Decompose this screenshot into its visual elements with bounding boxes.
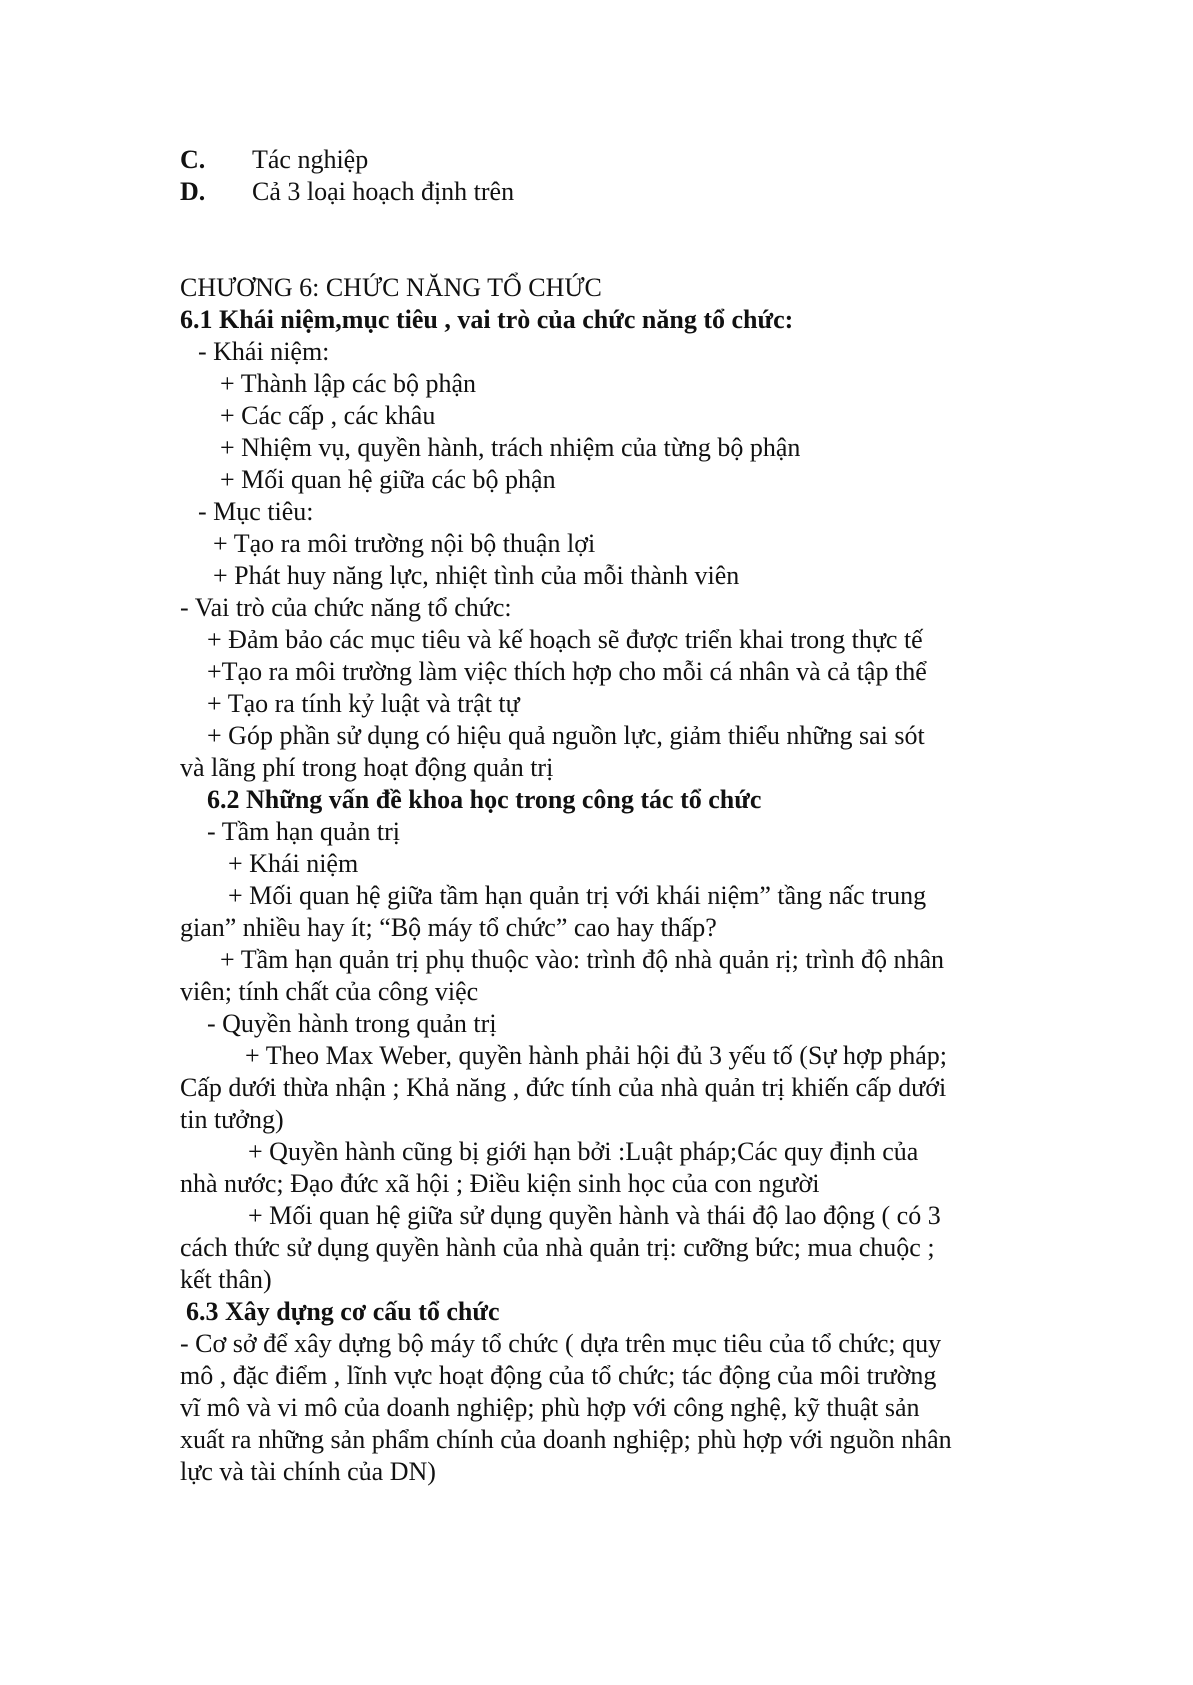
text-line: + Tạo ra môi trường nội bộ thuận lợi bbox=[213, 529, 596, 558]
section-heading-6-2: 6.2 Những vấn đề khoa học trong công tác tổ chức bbox=[207, 785, 762, 814]
text-line: - Mục tiêu: bbox=[198, 497, 314, 526]
text-line: + Các cấp , các khâu bbox=[220, 401, 436, 430]
text-line: xuất ra những sản phẩm chính của doanh nghiệp; phù hợp với nguồn nhân bbox=[180, 1425, 952, 1454]
text-line: +Tạo ra môi trường làm việc thích hợp cho mỗi cá nhân và cả tập thể bbox=[207, 657, 927, 686]
text-line: kết thân) bbox=[180, 1265, 272, 1294]
text-line: cách thức sử dụng quyền hành của nhà quản trị: cưỡng bức; mua chuộc ; bbox=[180, 1233, 935, 1262]
text-line: + Thành lập các bộ phận bbox=[220, 369, 477, 398]
text-line: + Phát huy năng lực, nhiệt tình của mỗi thành viên bbox=[213, 561, 740, 590]
option-letter: C. bbox=[180, 145, 206, 174]
text-line: gian” nhiều hay ít; “Bộ máy tổ chức” cao hay thấp? bbox=[180, 913, 717, 942]
text-line: - Vai trò của chức năng tổ chức: bbox=[180, 593, 512, 622]
text-line: mô , đặc điểm , lĩnh vực hoạt động của tổ chức; tác động của môi trường bbox=[180, 1361, 937, 1390]
option-c bbox=[180, 144, 368, 176]
option-text: Tác nghiệp bbox=[252, 145, 369, 174]
section-heading-6-3: 6.3 Xây dựng cơ cấu tổ chức bbox=[186, 1297, 500, 1326]
text-line: - Khái niệm: bbox=[198, 337, 330, 366]
option-letter: D. bbox=[180, 177, 206, 206]
text-line: + Góp phần sử dụng có hiệu quả nguồn lực, giảm thiểu những sai sót bbox=[207, 721, 925, 750]
option-text: Cả 3 loại hoạch định trên bbox=[252, 177, 515, 206]
text-line: viên; tính chất của công việc bbox=[180, 977, 479, 1006]
text-line: + Mối quan hệ giữa các bộ phận bbox=[220, 465, 556, 494]
text-line: - Quyền hành trong quản trị bbox=[207, 1009, 497, 1038]
text-line: và lãng phí trong hoạt động quản trị bbox=[180, 753, 554, 782]
text-line: tin tưởng) bbox=[180, 1105, 284, 1134]
text-line: + Mối quan hệ giữa sử dụng quyền hành và thái độ lao động ( có 3 bbox=[248, 1201, 941, 1230]
text-line: + Quyền hành cũng bị giới hạn bởi :Luật pháp;Các quy định của bbox=[248, 1137, 919, 1166]
text-line: nhà nước; Đạo đức xã hội ; Điều kiện sinh học của con người bbox=[180, 1169, 820, 1198]
text-line: + Khái niệm bbox=[228, 849, 359, 878]
text-line: + Nhiệm vụ, quyền hành, trách nhiệm của từng bộ phận bbox=[220, 433, 801, 462]
text-line: + Theo Max Weber, quyền hành phải hội đủ 3 yếu tố (Sự hợp pháp; bbox=[245, 1041, 948, 1070]
text-line: - Tầm hạn quản trị bbox=[207, 817, 401, 846]
text-line: - Cơ sở để xây dựng bộ máy tổ chức ( dựa trên mục tiêu của tổ chức; quy bbox=[180, 1329, 942, 1358]
chapter-title: CHƯƠNG 6: CHỨC NĂNG TỔ CHỨC bbox=[180, 273, 602, 302]
text-line: + Mối quan hệ giữa tầm hạn quản trị với khái niệm” tầng nấc trung bbox=[228, 881, 927, 910]
text-line: lực và tài chính của DN) bbox=[180, 1457, 436, 1486]
text-line: Cấp dưới thừa nhận ; Khả năng , đức tính của nhà quản trị khiến cấp dưới bbox=[180, 1073, 947, 1102]
text-line: + Đảm bảo các mục tiêu và kế hoạch sẽ được triển khai trong thực tế bbox=[207, 625, 923, 654]
option-d bbox=[180, 176, 514, 208]
text-line: + Tạo ra tính kỷ luật và trật tự bbox=[207, 689, 520, 718]
text-line: + Tầm hạn quản trị phụ thuộc vào: trình độ nhà quản rị; trình độ nhân bbox=[220, 945, 944, 974]
section-heading-6-1: 6.1 Khái niệm,mục tiêu , vai trò của chức năng tổ chức: bbox=[180, 305, 794, 334]
text-line: vĩ mô và vi mô của doanh nghiệp; phù hợp với công nghệ, kỹ thuật sản bbox=[180, 1393, 920, 1422]
